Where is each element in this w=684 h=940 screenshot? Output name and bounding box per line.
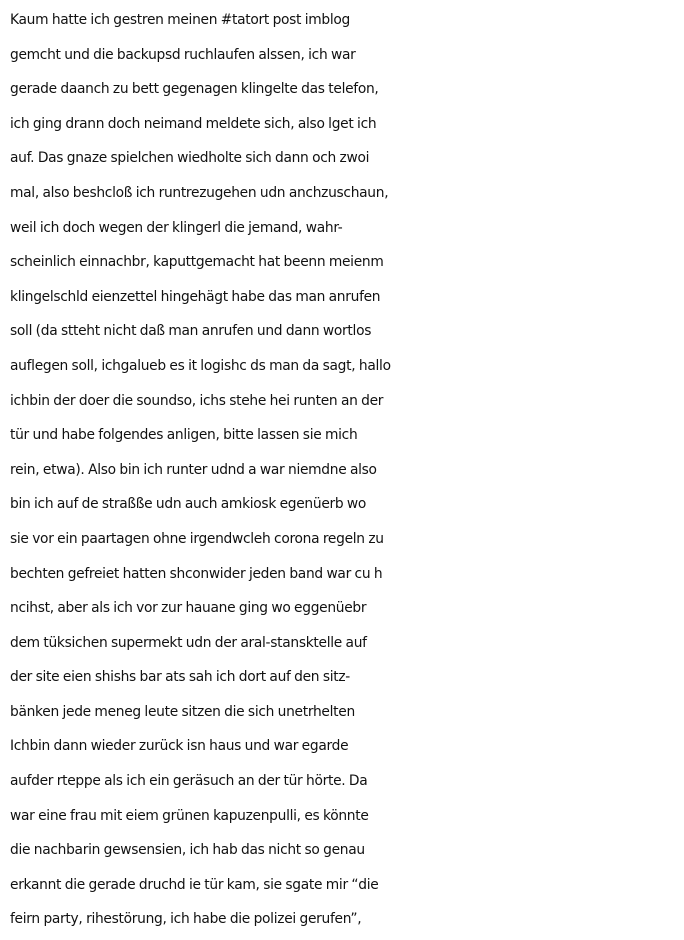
text-line: Kaum hatte ich gestren meinen #tatort post imblog	[10, 12, 351, 28]
text-line: bechten gefreiet hatten shconwider jeden band war cu h	[10, 565, 383, 582]
text-line: dem tüksichen supermekt udn der aral-stansktelle auf	[10, 634, 367, 651]
text-line: auf. Das gnaze spielchen wiedholte sich dann och zwoi	[10, 150, 370, 167]
text-line: weil ich doch wegen der klingerl die jemand, wahr-	[10, 219, 343, 236]
text-line: der site eien shishs bar ats sah ich dort auf den sitz-	[10, 669, 350, 686]
text-line: tür und habe folgendes anligen, bitte lassen sie mich	[10, 427, 358, 444]
text-line: feirn party, rihestörung, ich habe die polizei gerufen”,	[10, 911, 362, 928]
text-line: gerade daanch zu bett gegenagen klingelte das telefon,	[10, 81, 379, 98]
text-line: ichbin der doer die soundso, ichs stehe hei runten an der	[10, 392, 384, 409]
text-line: ncihst, aber als ich vor zur hauane ging wo eggenüebr	[10, 600, 367, 617]
text-line: gemcht und die backupsd ruchlaufen alssen, ich war	[10, 46, 356, 63]
text-line: bänken jede meneg leute sitzen die sich unetrhelten	[10, 703, 355, 720]
text-line: bin ich auf de straßße udn auch amkiosk egenüerb wo	[10, 496, 367, 513]
text-line: klingelschld eienzettel hingehägt habe das man anrufen	[10, 288, 381, 305]
text-line: rein, etwa). Also bin ich runter udnd a war niemdne also	[10, 461, 377, 478]
text-line: aufder rteppe als ich ein geräsuch an der tür hörte. Da	[10, 773, 368, 790]
text-line: auflegen soll, ichgalueb es it logishc ds man da sagt, hallo	[10, 357, 391, 374]
text-line: scheinlich einnachbr, kaputtgemacht hat beenn meienm	[10, 254, 384, 271]
text-line: erkannt die gerade druchd ie tür kam, sie sgate mir “die	[10, 876, 379, 893]
text-line: sie vor ein paartagen ohne irgendwcleh corona regeln zu	[10, 530, 384, 547]
text-line: war eine frau mit eiem grünen kapuzenpulli, es könnte	[10, 807, 369, 824]
text-line: ich ging drann doch neimand meldete sich, also lget ich	[10, 115, 377, 132]
text-line: mal, also beshcloß ich runtrezugehen udn anchzuschaun,	[10, 184, 389, 201]
text-line: soll (da stteht nicht daß man anrufen und dann wortlos	[10, 323, 372, 340]
body-text	[10, 3, 682, 937]
text-line: die nachbarin gewsensien, ich hab das nicht so genau	[10, 842, 365, 859]
text-line: Ichbin dann wieder zurück isn haus und war egarde	[10, 738, 349, 755]
